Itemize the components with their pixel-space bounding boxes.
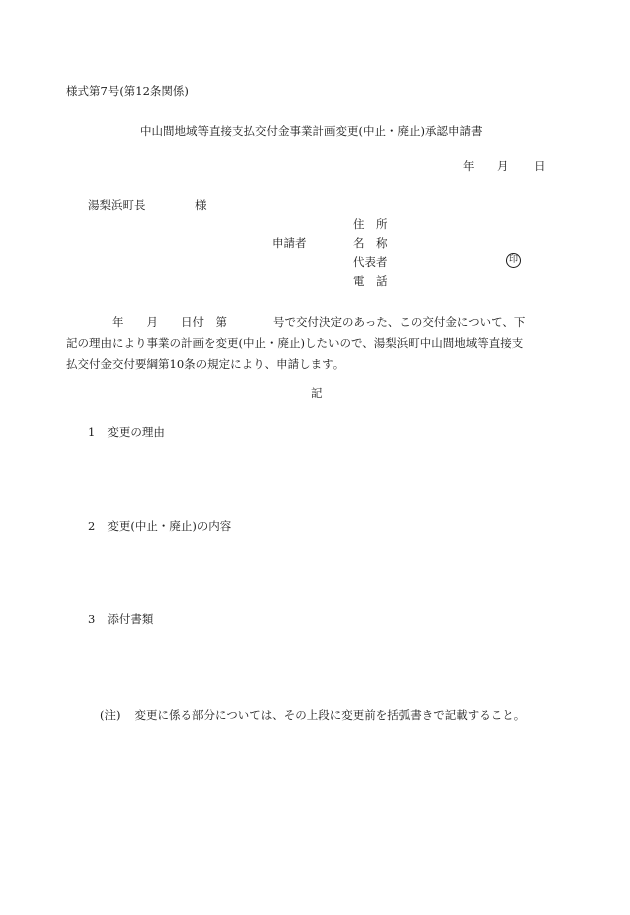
form-number: 様式第7号(第12条関係) — [66, 84, 189, 98]
name-field-label: 名 称 — [353, 236, 388, 250]
item-number: 3 — [88, 612, 96, 626]
item-label: 添付書類 — [107, 612, 154, 626]
body-paragraph — [66, 312, 576, 375]
seal-mark-icon: 印 — [506, 253, 521, 268]
address-field-label: 住 所 — [353, 217, 388, 231]
item-number: 2 — [88, 519, 96, 533]
item-change-content — [88, 521, 231, 533]
date-month-label: 月 — [497, 159, 509, 173]
item-label: 変更(中止・廃止)の内容 — [107, 519, 232, 533]
representative-field-label: 代表者 — [353, 255, 388, 269]
item-attachments — [88, 614, 153, 626]
phone-field-label: 電 話 — [353, 274, 388, 288]
applicant-label: 申請者 — [272, 236, 307, 250]
note-text: 変更に係る部分については、その上段に変更前を括弧書きで記載すること。 — [134, 708, 526, 722]
item-label: 変更の理由 — [107, 425, 165, 439]
addressee-honorific: 様 — [195, 198, 207, 212]
addressee-name: 湯梨浜町長 — [88, 198, 146, 212]
note-marker: (注) — [100, 708, 121, 722]
body-line-3: 払交付金交付要綱第10条の規定により、申請します。 — [66, 357, 345, 371]
body-line-1: 年 月 日付 第 号で交付決定のあった、この交付金について、下 — [66, 315, 526, 329]
item-number: 1 — [88, 425, 96, 439]
item-change-reason — [88, 427, 165, 439]
body-line-2: 記の理由により事業の計画を変更(中止・廃止)したいので、湯梨浜町中山間地域等直接支 — [66, 336, 524, 350]
note — [100, 710, 525, 722]
date-year-label: 年 — [463, 159, 475, 173]
ki-heading: 記 — [311, 386, 323, 400]
date-day-label: 日 — [534, 159, 546, 173]
document-title: 中山間地域等直接支払交付金事業計画変更(中止・廃止)承認申請書 — [140, 124, 483, 138]
